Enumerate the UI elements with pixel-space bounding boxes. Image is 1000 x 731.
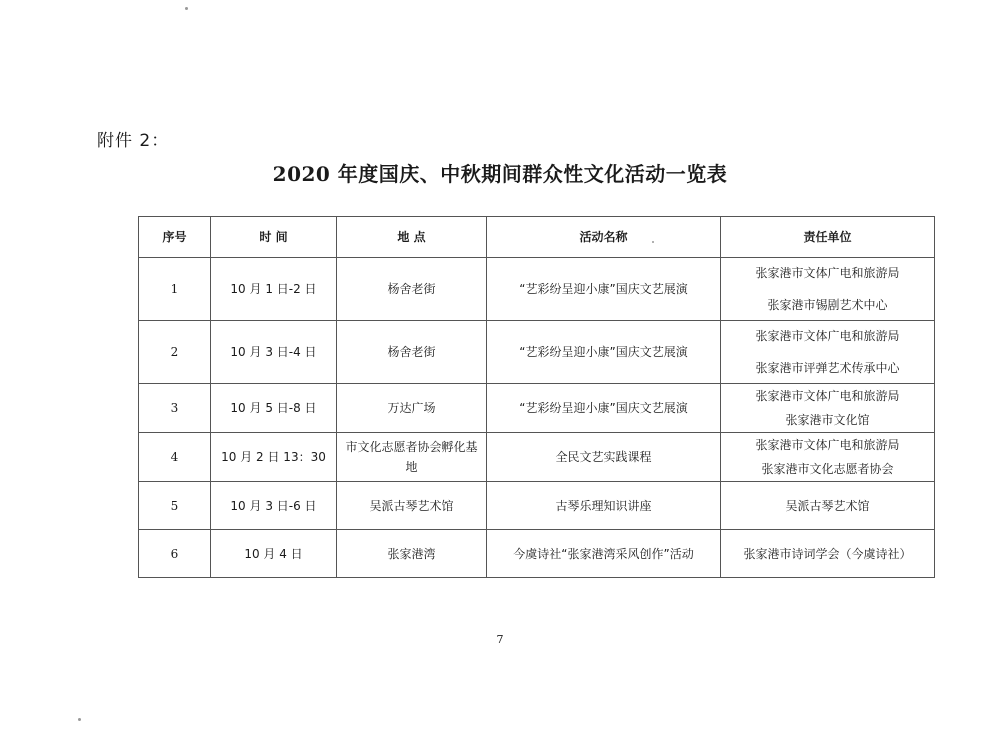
scan-speck (652, 241, 654, 243)
cell-place: 万达广场 (337, 384, 487, 433)
cell-no: 5 (139, 482, 211, 530)
table-row (139, 384, 935, 433)
unit-line: 张家港市文体广电和旅游局 (755, 266, 900, 280)
table-row (139, 482, 935, 530)
header-activity-name: 活动名称 (487, 217, 721, 258)
cell-place: 张家港湾 (337, 530, 487, 578)
page-number: 7 (496, 633, 504, 646)
header-place: 地 点 (337, 217, 487, 258)
cell-time: 10 月 1 日-2 日 (211, 258, 337, 321)
cell-place: 杨舍老街 (337, 258, 487, 321)
cell-responsible-unit (721, 530, 935, 578)
activities-table (138, 216, 935, 578)
cell-time: 10 月 3 日-4 日 (211, 321, 337, 384)
cell-no: 4 (139, 433, 211, 482)
scan-speck (78, 718, 81, 721)
cell-no: 6 (139, 530, 211, 578)
header-no: 序号 (139, 217, 211, 258)
unit-line: 张家港市诗词学会（今虞诗社） (743, 546, 912, 561)
cell-activity-name: “艺彩纷呈迎小康”国庆文艺展演 (487, 321, 721, 384)
cell-activity-name: “艺彩纷呈迎小康”国庆文艺展演 (487, 384, 721, 433)
cell-time: 10 月 3 日-6 日 (211, 482, 337, 530)
cell-no: 2 (139, 321, 211, 384)
cell-activity-name: “艺彩纷呈迎小康”国庆文艺展演 (487, 258, 721, 321)
header-time: 时 间 (211, 217, 337, 258)
scan-speck (185, 7, 188, 10)
cell-time: 10 月 5 日-8 日 (211, 384, 337, 433)
unit-line: 张家港市锡剧艺术中心 (767, 298, 888, 312)
table-row (139, 321, 935, 384)
attachment-label: 附件 2： (97, 131, 170, 151)
unit-line: 张家港市文化馆 (785, 413, 870, 427)
table-row (139, 530, 935, 578)
table-row (139, 433, 935, 482)
cell-responsible-unit (721, 258, 935, 321)
unit-line: 张家港市评弹艺术传承中心 (755, 361, 900, 375)
table-header-row (139, 217, 935, 258)
cell-responsible-unit (721, 321, 935, 384)
cell-place: 吴派古琴艺术馆 (337, 482, 487, 530)
cell-activity-name: 全民文艺实践课程 (487, 433, 721, 482)
document-title: 2020 年度国庆、中秋期间群众性文化活动一览表 (272, 162, 728, 186)
cell-responsible-unit (721, 433, 935, 482)
cell-no: 1 (139, 258, 211, 321)
cell-place: 杨舍老街 (337, 321, 487, 384)
table-row (139, 258, 935, 321)
cell-time: 10 月 2 日 13：30 (211, 433, 337, 482)
header-responsible-unit: 责任单位 (721, 217, 935, 258)
cell-activity-name: 今虞诗社“张家港湾采风创作”活动 (487, 530, 721, 578)
cell-responsible-unit (721, 384, 935, 433)
cell-time: 10 月 4 日 (211, 530, 337, 578)
unit-line: 张家港市文体广电和旅游局 (755, 438, 900, 452)
cell-responsible-unit (721, 482, 935, 530)
cell-no: 3 (139, 384, 211, 433)
unit-line: 吴派古琴艺术馆 (785, 498, 870, 513)
unit-line: 张家港市文化志愿者协会 (761, 462, 894, 476)
unit-line: 张家港市文体广电和旅游局 (755, 329, 900, 343)
unit-line: 张家港市文体广电和旅游局 (755, 389, 900, 403)
cell-place: 市文化志愿者协会孵化基地 (337, 433, 487, 482)
cell-activity-name: 古琴乐理知识讲座 (487, 482, 721, 530)
